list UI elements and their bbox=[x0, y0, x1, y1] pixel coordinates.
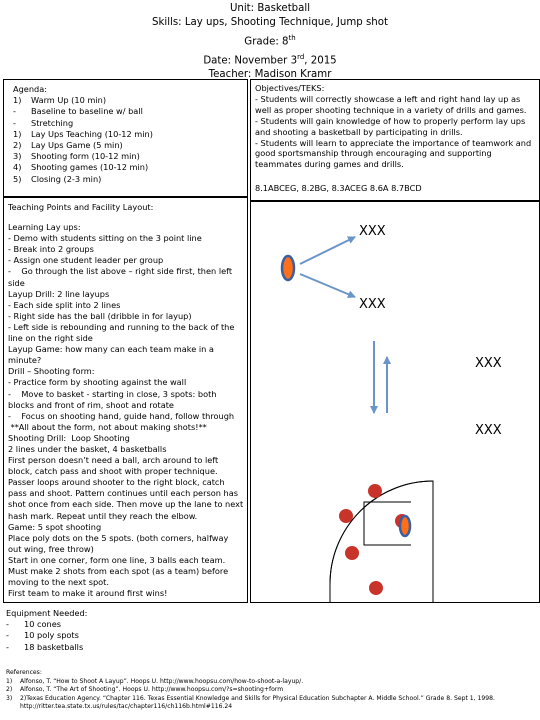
reference-text: Alfonso, T. “The Art of Shooting”. Hoops U. http://www.hoopsu.com/?s=shooting+form bbox=[20, 686, 284, 694]
agenda-item-text: Stretching bbox=[31, 117, 74, 128]
court-arc bbox=[330, 481, 433, 584]
poly-spot-icon bbox=[369, 581, 383, 595]
teaching-points-title: Teaching Points and Facility Layout: bbox=[8, 202, 154, 212]
agenda-item-text: Closing (2-3 min) bbox=[31, 173, 102, 184]
agenda-item-number: - bbox=[13, 117, 16, 128]
agenda-item bbox=[13, 95, 247, 106]
equipment-bullet: - bbox=[6, 630, 9, 641]
teaching-line: - Practice form by shooting against the wall bbox=[8, 377, 187, 388]
agenda-item bbox=[13, 162, 247, 173]
facility-layout-svg bbox=[251, 201, 539, 602]
teaching-line: - Move to basket - starting in close, 3 spots: both blocks and front of rim, shoot and rotate bbox=[8, 388, 220, 410]
grade-line bbox=[0, 31, 540, 50]
player-group-label: XXX bbox=[359, 224, 386, 239]
agenda-item-number: 1) bbox=[13, 128, 22, 139]
reference-text: 2)Texas Education Agency. “Chapter 116. Texas Essential Knowledge and Skills for Physical Education Subchapter A. Middle School.” Grade 8. Sept 1, 1998. http://ritter.tea.state.tx.us/rules/tac/chapter116/ch116b.html#116.24 bbox=[20, 694, 495, 711]
objectives-box bbox=[250, 79, 540, 202]
teaching-line: - Left side is rebounding and running to the back of the line on the right side bbox=[8, 321, 238, 344]
player-group-label: XXX bbox=[475, 423, 502, 438]
grade-suffix: th bbox=[288, 33, 296, 42]
grade-text: Grade: 8 bbox=[244, 36, 289, 48]
objective-item: - Students will correctly showcase a left and right hand lay up as well as proper shooting technique in a variety of drills and games. bbox=[255, 93, 527, 115]
teaching-line: - Right side has the ball (dribble in for layup) bbox=[8, 310, 192, 321]
basketball-icon bbox=[400, 516, 410, 536]
skills-line: Skills: Lay ups, Shooting Technique, Jump shot bbox=[152, 17, 388, 29]
teaching-line: Drill – Shooting form: bbox=[8, 366, 95, 377]
date-text: Date: November 3 bbox=[203, 55, 298, 66]
equipment-item bbox=[6, 619, 87, 630]
teaching-line: Shooting Drill: Loop Shooting bbox=[8, 432, 130, 443]
layup-arrow bbox=[300, 274, 355, 297]
reference-item bbox=[6, 695, 540, 712]
poly-spot-icon bbox=[339, 509, 353, 523]
equipment-title: Equipment Needed: bbox=[6, 608, 88, 618]
equipment-text: 10 cones bbox=[24, 619, 62, 630]
agenda-item-text: Shooting form (10-12 min) bbox=[31, 151, 140, 162]
teaching-points-box bbox=[3, 197, 248, 603]
teaching-line: Layup Drill: 2 line layups bbox=[8, 288, 110, 299]
teaching-line: - Each side split into 2 lines bbox=[8, 299, 121, 310]
teaching-line: - Demo with students sitting on the 3 point line bbox=[8, 233, 202, 244]
objective-item: - Students will learn to appreciate the importance of teamwork and good sportsmanship through encouraging and supporting teammates during games and drills. bbox=[255, 137, 532, 170]
lesson-header bbox=[0, 2, 540, 83]
agenda-item-number: 5) bbox=[13, 173, 22, 184]
date-ordinal: rd bbox=[297, 52, 305, 61]
agenda-item bbox=[13, 118, 247, 129]
facility-layout-diagram bbox=[250, 200, 540, 603]
teaching-line: Place poly dots on the 5 spots. (both corners, halfway out wing, free throw) bbox=[8, 532, 231, 554]
equipment-item bbox=[6, 630, 87, 641]
teaching-line: - Go through the list above – right side first, then left side bbox=[8, 266, 235, 288]
agenda-item-text: Lay Ups Game (5 min) bbox=[31, 140, 123, 151]
equipment-bullet: - bbox=[6, 619, 9, 630]
teaching-line: Must make 2 shots from each spot (as a team) before moving to the next spot. bbox=[8, 566, 231, 588]
date-line bbox=[0, 50, 540, 69]
agenda-item bbox=[13, 106, 247, 117]
agenda-item bbox=[13, 151, 247, 162]
agenda-item-text: Lay Ups Teaching (10-12 min) bbox=[31, 128, 153, 139]
unit-line: Unit: Basketball bbox=[229, 3, 311, 14]
agenda-item bbox=[13, 129, 247, 140]
agenda-item-number: 2) bbox=[13, 140, 22, 151]
agenda-item-text: Warm Up (10 min) bbox=[31, 95, 107, 106]
teaching-line: Game: 5 spot shooting bbox=[8, 521, 102, 532]
poly-spot-icon bbox=[345, 546, 359, 560]
agenda-item-text: Shooting games (10-12 min) bbox=[31, 162, 149, 173]
teaching-line: Layup Game: how many can each team make in a minute? bbox=[8, 344, 217, 366]
agenda-title: Agenda: bbox=[13, 84, 47, 94]
agenda-item-number: 4) bbox=[13, 162, 22, 173]
equipment-item bbox=[6, 642, 87, 653]
agenda-item-text: Baseline to baseline w/ ball bbox=[31, 106, 143, 117]
date-year: , 2015 bbox=[304, 55, 337, 66]
teacher-line: Teacher: Madison Kramr bbox=[208, 69, 332, 81]
teks-codes: 8.1ABCEG, 8.2BG, 8.3ACEG 8.6A 8.7BCD bbox=[255, 183, 422, 194]
player-group-label: XXX bbox=[359, 297, 386, 312]
teaching-line: - Focus on shooting hand, guide hand, follow through bbox=[8, 410, 235, 421]
teaching-line: **All about the form, not about making shots!** bbox=[8, 421, 207, 432]
objectives-title: Objectives/TEKS: bbox=[255, 83, 325, 93]
agenda-item-number: 3) bbox=[13, 151, 22, 162]
agenda-item bbox=[13, 174, 247, 185]
reference-item bbox=[6, 678, 540, 687]
equipment-text: 18 basketballs bbox=[24, 641, 84, 652]
agenda-item bbox=[13, 140, 247, 151]
agenda-box bbox=[3, 79, 248, 197]
reference-number: 3) bbox=[6, 694, 13, 702]
teaching-line: - Break into 2 groups bbox=[8, 244, 94, 255]
equipment-bullet: - bbox=[6, 641, 9, 652]
teaching-line: - Assign one student leader per group bbox=[8, 255, 164, 266]
basketball-icon bbox=[282, 256, 294, 280]
poly-spot-icon bbox=[368, 484, 382, 498]
layup-arrow bbox=[300, 237, 355, 264]
reference-number: 2) bbox=[6, 686, 13, 694]
reference-text: Alfonso, T. “How to Shoot A Layup”. Hoops U. http://www.hoopsu.com/how-to-shoot-a-layup/. bbox=[20, 677, 304, 685]
agenda-item-number: 1) bbox=[13, 95, 22, 106]
equipment-text: 10 poly spots bbox=[24, 630, 79, 641]
agenda-item-number: - bbox=[13, 106, 16, 117]
references-title: References: bbox=[6, 669, 42, 676]
objective-item: - Students will gain knowledge of how to properly perform lay ups and shooting a basketball by participating in drills. bbox=[255, 115, 526, 137]
references-section bbox=[6, 669, 540, 712]
teaching-line: Start in one corner, form one line, 3 balls each team. bbox=[8, 554, 226, 565]
teaching-line: Learning Lay ups: bbox=[8, 222, 81, 233]
teaching-line: 2 lines under the basket, 4 basketballs bbox=[8, 443, 167, 454]
reference-item bbox=[6, 686, 540, 695]
reference-number: 1) bbox=[6, 677, 13, 685]
teaching-line: First person doesn’t need a ball, arch around to left block, catch pass and shoot with proper technique. Passer loops around shooter to the right block, catch pass and shoot. Pattern continues until each person has shot once from each side. Then move up the lane to next hash mark. Repeat until they reach the elbow. bbox=[8, 455, 246, 521]
equipment-section bbox=[6, 608, 87, 653]
player-group-label: XXX bbox=[475, 356, 502, 371]
teaching-line: First team to make it around first wins! bbox=[8, 588, 168, 599]
